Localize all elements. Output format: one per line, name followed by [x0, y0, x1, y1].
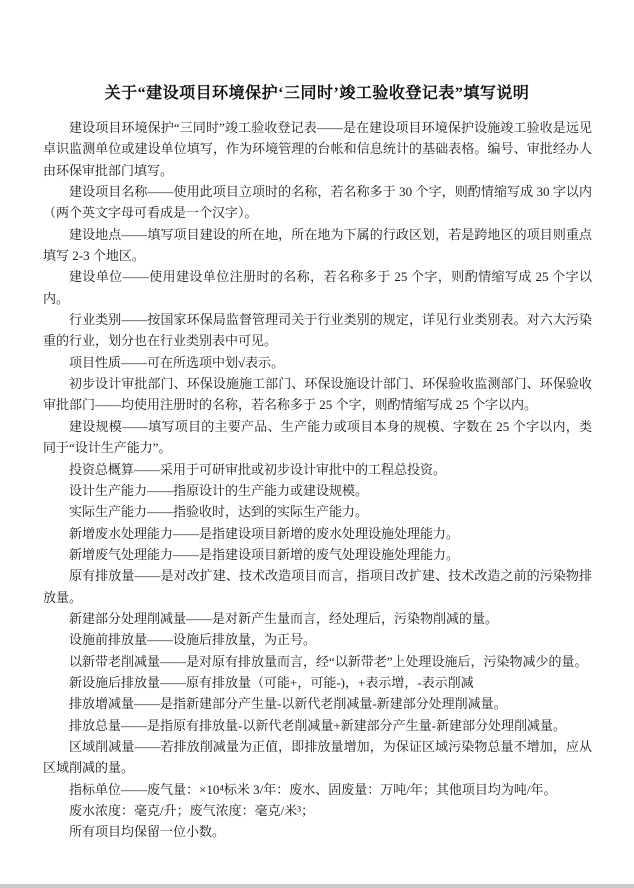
paragraph: 设施前排放量——设施后排放量，为正号。: [69, 632, 317, 648]
paragraph: 新设施后排放量——原有排放量（可能+，可能-)，+表示增，-表示削减: [69, 674, 474, 690]
paragraph: 行业类别——按国家环保局监督管理司关于行业类别的规定，详见行业类别表。对六大污染重的行业，划分也在行业类别表中可见。: [43, 312, 592, 349]
paragraph: 指标单位——废气量：×10⁴标米 3/年：废水、固废量：万吨/年；其他项目均为吨/年。: [69, 781, 557, 797]
paragraph: 项目性质——可在所选项中划√表示。: [69, 354, 285, 370]
paragraph: 实际生产能力——指验收时，达到的实际生产能力。: [69, 504, 369, 520]
paragraph: 建设单位——使用建设单位注册时的名称，若名称多于 25 个字，则酌情缩写成 25 个字以内。: [43, 269, 592, 306]
paragraph: 建设项目环境保护“三同时”竣工验收登记表——是在建设项目环境保护设施竣工验收是远见卓识监测单位或建设单位填写，作为环境管理的台帐和信息统计的基础表格。编号、审批经办人由环保审批部门填写。: [43, 120, 592, 178]
paragraph: 新增废水处理能力——是指建设项目新增的废水处理设施处理能力。: [69, 525, 460, 541]
paragraph: 建设项目名称——使用此项目立项时的名称，若名称多于 30 个字，则酌情缩写成 30 字以内（两个英文字母可看成是一个汉字）。: [43, 184, 592, 221]
paragraph: 原有排放量——是对改扩建、技术改造项目而言，指项目改扩建、技术改造之前的污染物排放量。: [43, 568, 592, 605]
document-body: [43, 117, 592, 843]
page-bottom-edge: [0, 884, 634, 888]
paragraph: 设计生产能力——指原设计的生产能力或建设规模。: [69, 482, 369, 498]
paragraph: 投资总概算——采用于可研审批或初步设计审批中的工程总投资。: [69, 461, 447, 477]
paragraph: 初步设计审批部门、环保设施施工部门、环保设施设计部门、环保验收监测部门、环保验收审批部门——均使用注册时的名称，若名称多于 25 个字，则酌情缩写成 25 个字以内。: [43, 376, 592, 413]
paragraph: 区域削减量——若排放削减量为正值，即排放量增加，为保证区域污染物总量不增加，应从区域削减的量。: [43, 738, 592, 776]
paragraph: 建设地点——填写项目建设的所在地，所在地为下属的行政区划，若是跨地区的项目则重点填写 2-3 个地区。: [43, 226, 592, 264]
paragraph: 建设规模——填写项目的主要产品、生产能力或项目本身的规模、字数在 25 个字以内，类同于“设计生产能力”。: [43, 418, 592, 456]
paragraph: 排放增减量——是指新建部分产生量-以新代老削减量-新建部分处理削减量。: [69, 696, 507, 712]
paragraph: 新建部分处理削减量——是对新产生量而言，经处理后，污染物削减的量。: [69, 610, 499, 626]
paragraph: 以新带老削减量——是对原有排放量而言，经“以新带老”上处理设施后，污染物减少的量。: [69, 653, 588, 669]
page-title: 关于“建设项目环境保护‘三同时’竣工验收登记表”填写说明: [104, 84, 530, 102]
paragraph: 排放总量——是指原有排放量-以新代老削减量+新建部分产生量-新建部分处理削减量。: [69, 717, 566, 733]
paragraph: 新增废气处理能力——是指建设项目新增的废气处理设施处理能力。: [69, 546, 460, 562]
paragraph: 所有项目均保留一位小数。: [69, 824, 226, 840]
paragraph: 废水浓度：毫克/升；废气浓度：毫克/米³；: [69, 803, 315, 818]
